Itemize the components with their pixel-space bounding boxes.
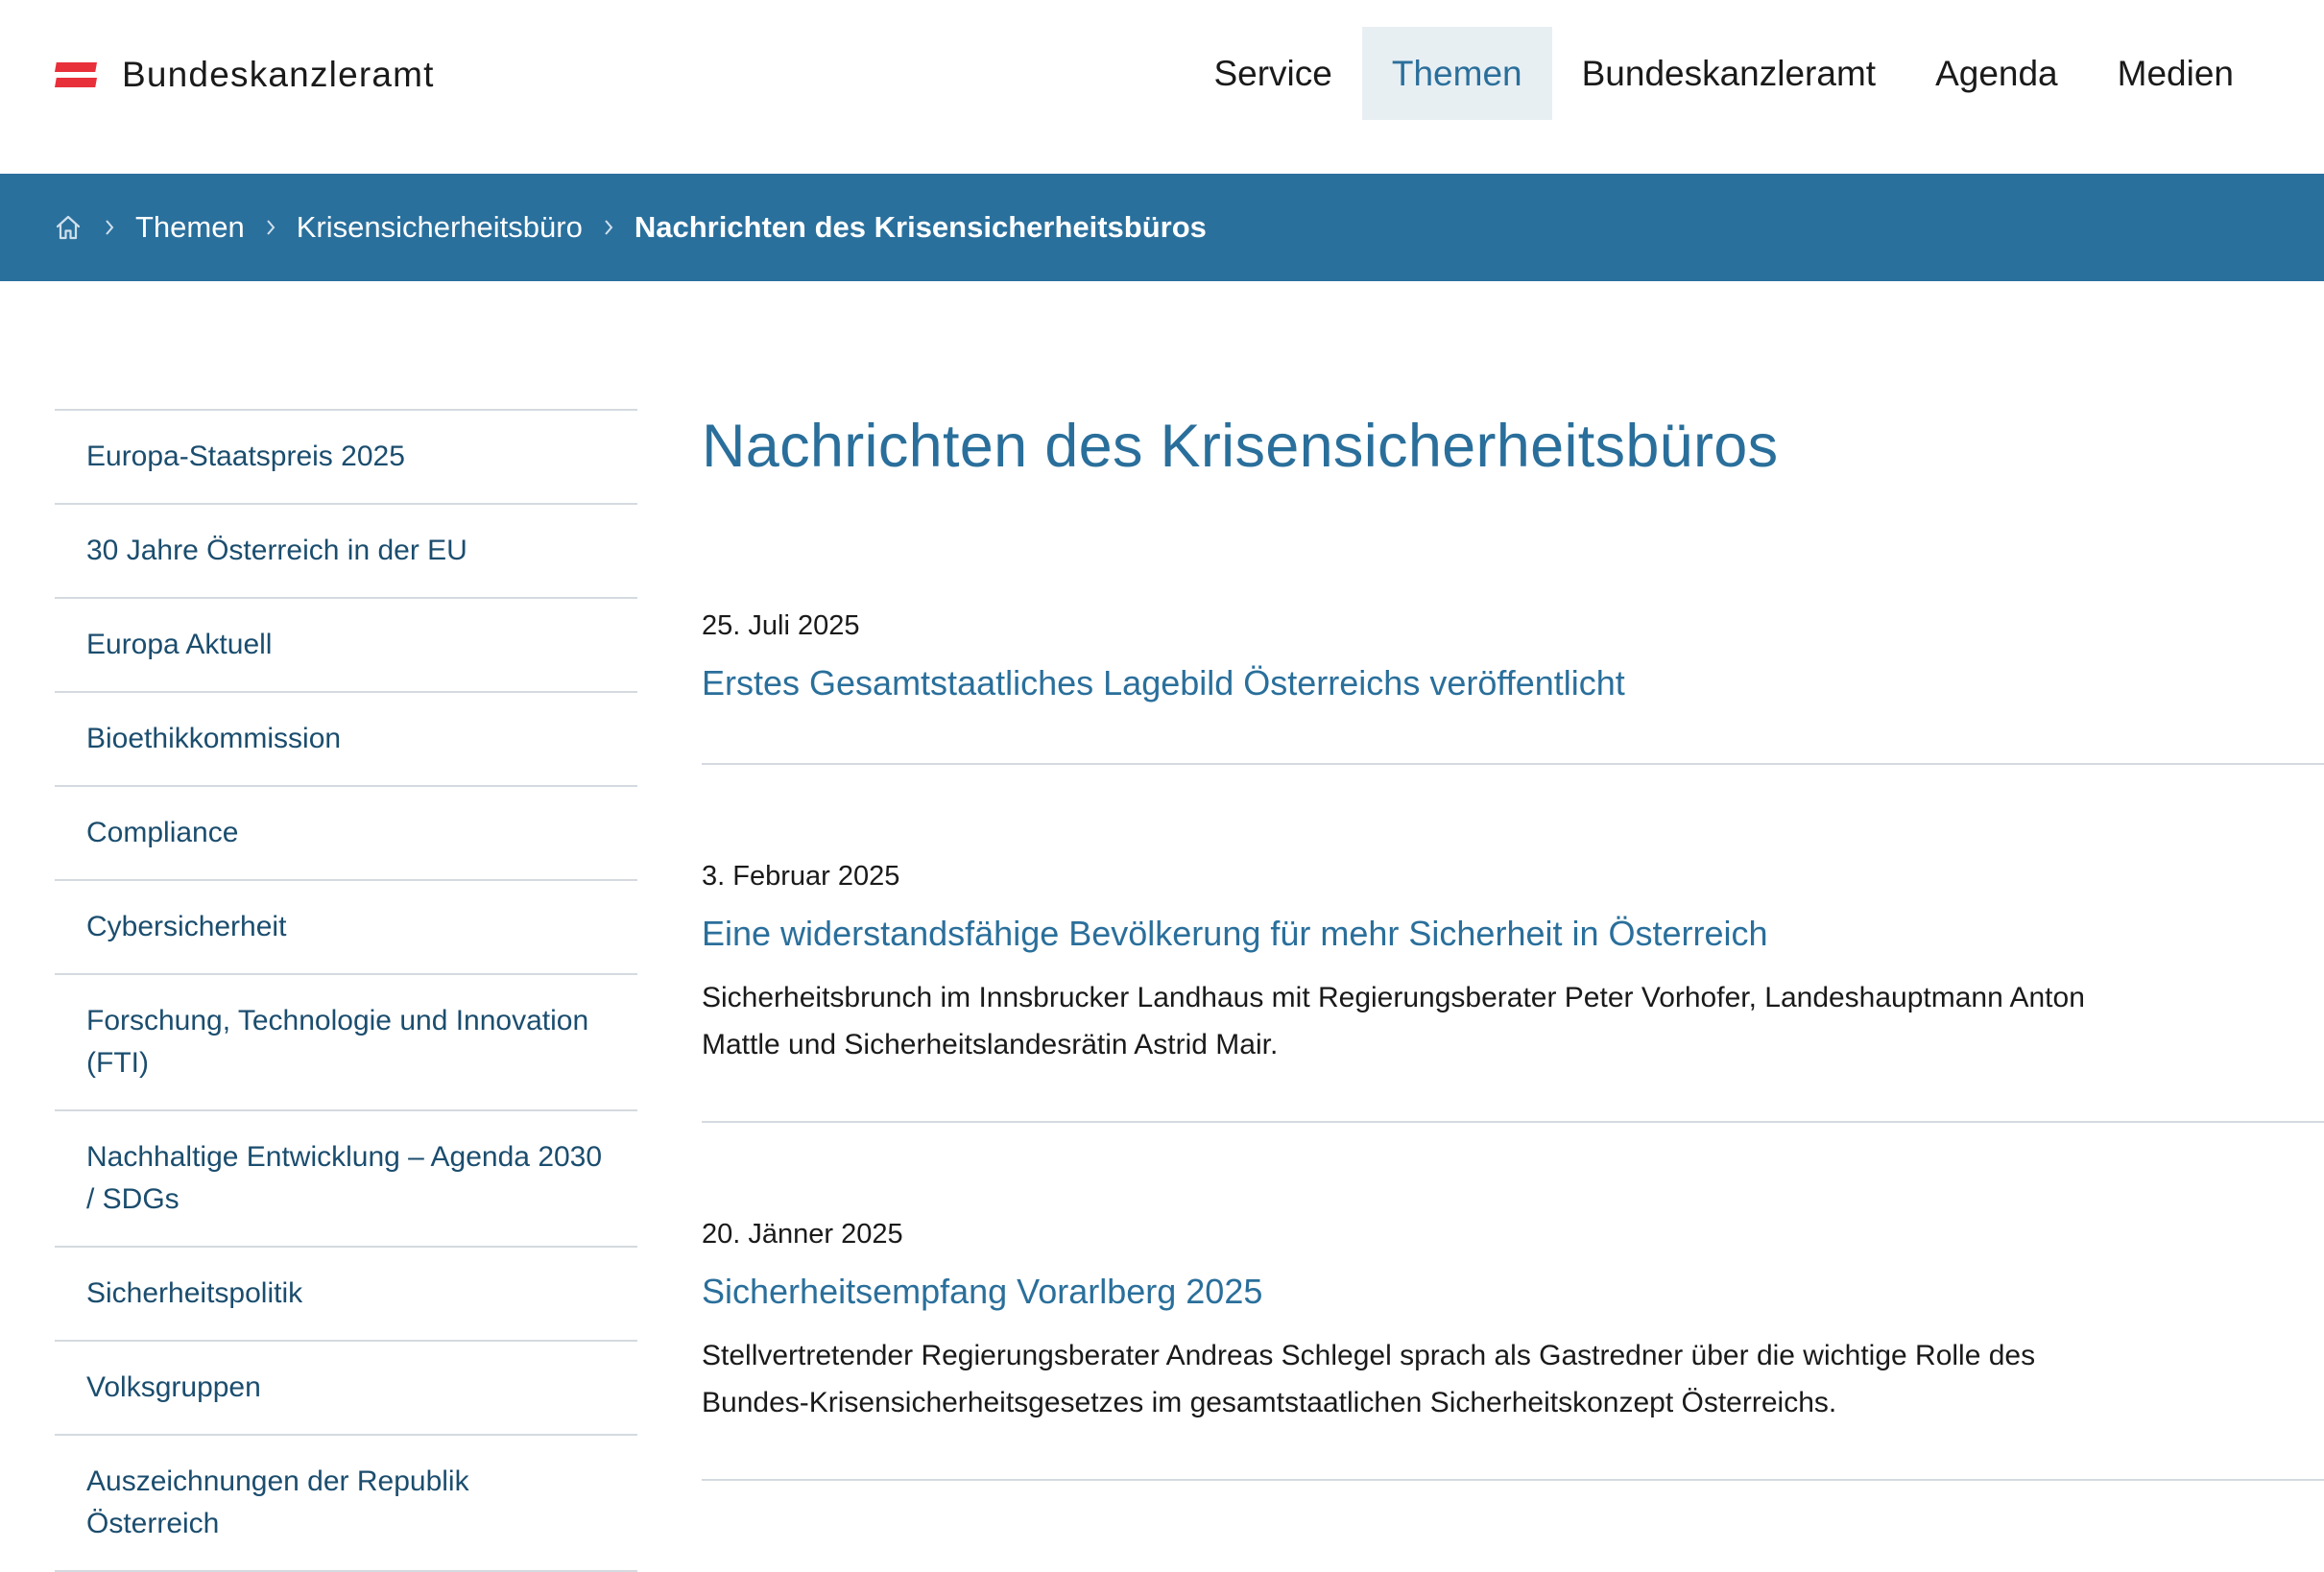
news-teaser: Sicherheitsbrunch im Innsbrucker Landhaus mit Regierungsberater Peter Vorhofer, Landeshauptmann Anton Mattle und Sicherheitslandesrätin Astrid Mair. [702, 982, 2085, 1060]
sidebar-item-fti[interactable]: Forschung, Technologie und Innovation (FTI) [55, 975, 637, 1111]
sidebar-item-europa-aktuell[interactable]: Europa Aktuell [55, 599, 637, 693]
news-date: 25. Juli 2025 [702, 610, 860, 641]
sidebar-item-agenda-2030[interactable]: Nachhaltige Entwicklung – Agenda 2030 / SDGs [55, 1111, 637, 1248]
news-date: 20. Jänner 2025 [702, 1219, 903, 1250]
home-icon[interactable] [55, 213, 84, 242]
news-list [702, 605, 2324, 1481]
sidebar-item-europa-staatspreis[interactable]: Europa-Staatspreis 2025 [55, 411, 637, 505]
sidebar-item-volksgruppen[interactable]: Volksgruppen [55, 1342, 637, 1436]
austria-flag-icon [55, 62, 97, 87]
sidebar-item-30-jahre-eu[interactable]: 30 Jahre Österreich in der EU [55, 505, 637, 599]
news-teaser: Stellvertretender Regierungsberater Andreas Schlegel sprach als Gastredner über die wichtige Rolle des Bundes-Krisensicherheitsgesetzes im gesamtstaatlichen Sicherheitskonzept Österreichs. [702, 1340, 2036, 1418]
site-logo[interactable] [55, 46, 435, 104]
chevron-right-icon [99, 217, 120, 238]
nav-item-service[interactable]: Service [1213, 53, 1332, 93]
news-title-link[interactable]: Eine widerstandsfähige Bevölkerung für mehr Sicherheit in Österreich [702, 914, 1768, 953]
main-nav [1184, 27, 2324, 120]
logo-text: Bundeskanzleramt [122, 55, 435, 94]
sidebar-item-sicherheitspolitik[interactable]: Sicherheitspolitik [55, 1248, 637, 1342]
breadcrumb-item-themen[interactable]: Themen [135, 210, 245, 244]
sidebar-item-auszeichnungen[interactable]: Auszeichnungen der Republik Österreich [55, 1436, 637, 1572]
news-title-link[interactable]: Sicherheitsempfang Vorarlberg 2025 [702, 1272, 1263, 1311]
nav-item-medien[interactable]: Medien [2117, 53, 2234, 93]
site-header [0, 0, 2324, 174]
news-item [702, 1213, 2324, 1481]
chevron-right-icon [260, 217, 281, 238]
sidebar-item-bioethikkommission[interactable]: Bioethikkommission [55, 693, 637, 787]
sidebar-item-compliance[interactable]: Compliance [55, 787, 637, 881]
breadcrumb-item-current: Nachrichten des Krisensicherheitsbüros [634, 210, 1207, 244]
page-title: Nachrichten des Krisensicherheitsbüros [702, 413, 1779, 480]
chevron-right-icon [598, 217, 619, 238]
nav-item-themen[interactable]: Themen [1362, 27, 1552, 120]
sidebar-item-cybersicherheit[interactable]: Cybersicherheit [55, 881, 637, 975]
news-date: 3. Februar 2025 [702, 861, 900, 892]
nav-item-agenda[interactable]: Agenda [1935, 53, 2058, 93]
breadcrumb-item-krisensicherheitsbuero[interactable]: Krisensicherheitsbüro [296, 210, 583, 244]
news-title-link[interactable]: Erstes Gesamtstaatliches Lagebild Österreichs veröffentlicht [702, 663, 1625, 703]
news-item [702, 855, 2324, 1123]
breadcrumb [0, 174, 2324, 281]
news-item [702, 605, 2324, 765]
nav-item-bundeskanzleramt[interactable]: Bundeskanzleramt [1581, 53, 1877, 93]
main-content [702, 403, 2324, 1571]
sidebar-nav [55, 409, 637, 1572]
